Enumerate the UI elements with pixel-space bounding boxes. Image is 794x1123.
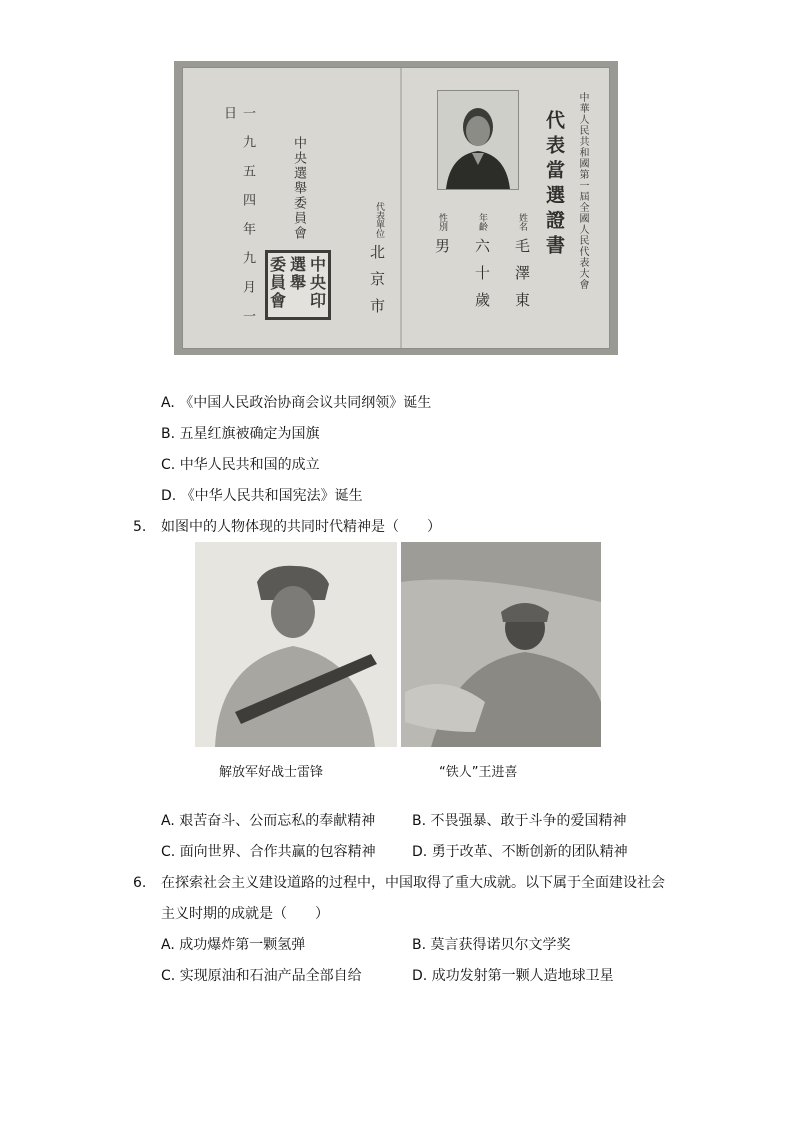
option-text: 五星红旗被确定为国旗	[179, 426, 320, 442]
issue-date: 一九五四年九月一日	[221, 106, 255, 338]
option-letter: D.	[412, 844, 428, 860]
caption-wang-jinxi: “铁人”王进喜	[439, 765, 518, 780]
option-letter: C.	[161, 844, 176, 860]
issuer: 中央選舉委員會	[291, 136, 306, 241]
seal-char: 印	[310, 291, 327, 310]
label-sex: 性別	[437, 213, 447, 231]
q5-stem: 如图中的人物体现的共同时代精神是（ ）	[161, 519, 441, 535]
label-unit: 代表單位	[374, 202, 384, 238]
certificate-title: 代表當選證書	[543, 110, 565, 260]
q6-option-b	[412, 935, 571, 955]
label-age: 年齡	[477, 213, 487, 231]
option-letter: C.	[161, 968, 176, 984]
option-letter: B.	[161, 426, 176, 442]
seal-char: 央	[310, 273, 327, 292]
q4-option-c	[161, 455, 320, 475]
q5-option-a	[161, 811, 375, 831]
option-text: 不畏强暴、敢于斗争的爱国精神	[430, 813, 627, 829]
option-text: 《中国人民政治协商会议共同纲领》诞生	[179, 395, 432, 411]
option-text: 中华人民共和国的成立	[179, 457, 320, 473]
q4-option-a	[161, 393, 431, 413]
label-name: 姓名	[517, 213, 527, 231]
seal-char: 委	[270, 255, 287, 274]
certificate-card	[182, 67, 610, 349]
q4-option-d	[161, 486, 363, 506]
seal-char: 選	[290, 255, 307, 274]
seal-char: 會	[270, 291, 287, 310]
q4-option-b	[161, 424, 320, 444]
option-letter: C.	[161, 457, 176, 473]
option-text: 勇于改革、不断创新的团队精神	[431, 844, 628, 860]
q5-option-d	[412, 842, 628, 862]
option-letter: D.	[412, 968, 428, 984]
q6-option-c	[161, 966, 362, 986]
value-name: 毛澤東	[513, 238, 531, 319]
portrait-photo	[437, 90, 519, 190]
certificate-image	[174, 61, 618, 355]
q6-stem-line2: 主义时期的成就是（ ）	[161, 906, 329, 922]
option-text: 艰苦奋斗、公而忘私的奉献精神	[179, 813, 376, 829]
option-text: 莫言获得诺贝尔文学奖	[430, 937, 571, 953]
option-text: 成功发射第一颗人造地球卫星	[431, 968, 614, 984]
seal-char: 員	[270, 273, 287, 292]
certificate-fold	[400, 68, 402, 348]
option-letter: B.	[412, 813, 427, 829]
option-text: 实现原油和石油产品全部自给	[179, 968, 362, 984]
option-text: 成功爆炸第一颗氢弹	[179, 937, 306, 953]
option-text: 面向世界、合作共赢的包容精神	[179, 844, 376, 860]
option-letter: D.	[161, 488, 177, 504]
q6-option-a	[161, 935, 305, 955]
q5-number: 5.	[133, 519, 147, 535]
q5-option-b	[412, 811, 627, 831]
official-seal	[265, 250, 331, 320]
certificate-header: 中華人民共和國第一屆全國人民代表大會	[577, 92, 588, 290]
value-unit: 北京市	[368, 244, 386, 325]
option-text: 《中华人民共和国宪法》诞生	[180, 488, 363, 504]
option-letter: A.	[161, 395, 175, 411]
option-letter: B.	[412, 937, 427, 953]
option-letter: A.	[161, 937, 175, 953]
seal-char: 舉	[290, 273, 307, 292]
caption-lei-feng: 解放军好战士雷锋	[219, 765, 324, 780]
q6-number: 6.	[133, 875, 147, 891]
heroes-photo	[195, 542, 601, 747]
q6-option-d	[412, 966, 614, 986]
q6-stem-line1: 在探索社会主义建设道路的过程中，中国取得了重大成就。以下属于全面建设社会	[161, 875, 665, 891]
option-letter: A.	[161, 813, 175, 829]
value-sex: 男	[433, 238, 451, 253]
value-age: 六十歲	[473, 238, 491, 319]
q5-option-c	[161, 842, 376, 862]
seal-char: 中	[310, 255, 327, 274]
